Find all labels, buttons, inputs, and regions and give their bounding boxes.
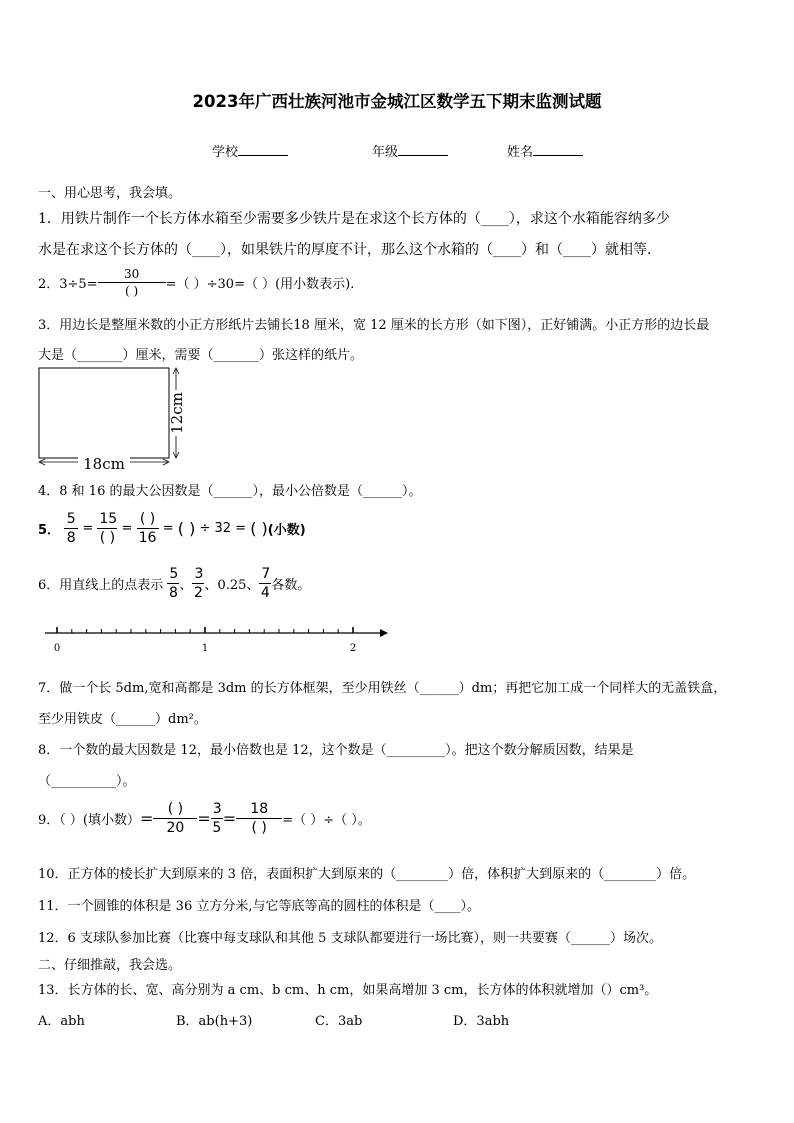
tick-label-0: 0 — [53, 643, 61, 654]
tick-label-1: 1 — [201, 643, 209, 654]
question-9 — [38, 802, 371, 835]
number-line — [40, 620, 390, 656]
q5-f1-num: 5 — [64, 512, 78, 529]
q5-fraction-3 — [137, 512, 159, 545]
q9-f2-den: 5 — [212, 820, 222, 836]
q5-tail-decimal: (小数) — [267, 523, 306, 538]
question-2 — [38, 268, 354, 297]
q5-eq-2: = — [121, 521, 133, 536]
q5-tail-div: ÷ 32 = — [199, 521, 247, 536]
q13-option-c[interactable]: C．3ab — [315, 1014, 363, 1029]
q6-mid: 、0.25、 — [204, 578, 260, 593]
question-12: 12．6 支球队参加比赛（比赛中每支球队和其他 5 支球队都要进行一场比赛），则一共要赛（______）场次。 — [38, 931, 662, 946]
q8-line1: 8．一个数的最大因数是 12，最小倍数也是 12，这个数是（_________）。把这个数分解质因数，结果是 — [38, 743, 634, 758]
name-blank[interactable] — [533, 143, 583, 156]
grade-blank[interactable] — [398, 143, 448, 156]
tick-label-2: 2 — [349, 643, 357, 654]
q2-suffix: =（ ）÷30=（ ）(用小数表示). — [165, 277, 355, 292]
q2-denominator: ( ) — [125, 284, 139, 298]
q5-fraction-2 — [97, 512, 117, 545]
name-label: 姓名 — [507, 145, 534, 160]
q7-line1: 7．做一个长 5dm,宽和高都是 3dm 的长方体框架，至少用铁丝（______）dm；再把它加工成一个同样大的无盖铁盒， — [38, 681, 727, 696]
q9-fraction-1 — [153, 802, 197, 835]
q6-f2-num: 3 — [194, 566, 204, 582]
section-2-heading: 二、仔细推敲，我会选。 — [38, 958, 182, 973]
school-blank[interactable] — [238, 143, 288, 156]
q1-line1: 1．用铁片制作一个长方体水箱至少需要多少铁片是在求这个长方体的（____），求这个水箱能容纳多少 — [38, 211, 670, 227]
q9-suffix: =（ ）÷（ ）。 — [282, 813, 371, 828]
q7-line2: 至少用铁皮（______）dm²。 — [38, 712, 207, 727]
q3-line2: 大是（_______）厘米，需要（_______）张这样的纸片。 — [38, 348, 364, 363]
q6-f2-den: 2 — [193, 585, 203, 601]
number-line-ticks — [57, 627, 353, 633]
q6-f3-den: 4 — [260, 585, 270, 601]
q13-option-d[interactable]: D．3abh — [453, 1014, 510, 1029]
q5-tail-paren-2: ( ) — [250, 519, 268, 538]
q5-f2-num: 15 — [99, 511, 118, 527]
question-6 — [38, 567, 310, 600]
q5-fraction-1 — [64, 512, 78, 545]
q5-tail-paren-1: ( ) — [177, 519, 196, 538]
q9-f1-num: ( ) — [153, 802, 197, 819]
q6-suffix: 各数。 — [271, 578, 311, 593]
rectangle-diagram — [30, 362, 200, 474]
width-label: 18cm — [83, 455, 125, 473]
question-4: 4．8 和 16 的最大公因数是（______），最小公倍数是（______）。 — [38, 484, 422, 499]
page-title: 2023年广西壮族河池市金城江区数学五下期末监测试题 — [192, 92, 602, 111]
q5-f3-den: 16 — [138, 530, 157, 546]
q6-fraction-3 — [259, 567, 271, 600]
q5-number: 5． — [38, 523, 61, 538]
q6-f1-num: 5 — [169, 566, 179, 582]
q5-f2-den: ( ) — [99, 530, 116, 546]
question-5 — [38, 512, 306, 545]
q9-f2-num: 3 — [212, 801, 222, 817]
q5-f3-num: ( ) — [137, 512, 159, 529]
q5-eq-1: = — [82, 521, 94, 536]
q9-f3-den: ( ) — [251, 820, 267, 836]
q6-sep: 、 — [179, 578, 193, 593]
q9-prefix: 9．（ ）(填小数） — [38, 813, 140, 828]
q13-option-b[interactable]: B．ab(h+3) — [176, 1014, 253, 1029]
q1-line2: 水是在求这个长方体的（____），如果铁片的厚度不计，那么这个水箱的（____）和（____）就相等. — [38, 242, 652, 258]
q9-fraction-2 — [211, 802, 223, 835]
q8-line2: （__________）。 — [38, 774, 136, 789]
q9-f1-den: 20 — [166, 820, 185, 836]
school-label: 学校 — [212, 145, 239, 160]
height-label: 12cm — [168, 392, 186, 434]
grade-field[interactable] — [372, 141, 448, 160]
q13-option-a[interactable]: A．abh — [38, 1014, 85, 1029]
q9-f3-num: 18 — [236, 802, 282, 819]
school-field[interactable] — [212, 141, 288, 160]
q2-numerator: 30 — [98, 268, 166, 283]
q13-stem: 13．长方体的长、宽、高分别为 a cm、b cm、h cm，如果高增加 3 cm，长方体的体积就增加（）cm³。 — [38, 983, 658, 998]
q6-fraction-2 — [192, 567, 204, 600]
section-1-heading: 一、用心思考，我会填。 — [38, 186, 182, 201]
grade-label: 年级 — [372, 145, 399, 160]
question-10: 10．正方体的棱长扩大到原来的 3 倍，表面积扩大到原来的（________）倍，体积扩大到原来的（________）倍。 — [38, 867, 696, 882]
q9-eq-3: = — [222, 809, 237, 828]
question-11: 11．一个圆锥的体积是 36 立方分米,与它等底等高的圆柱的体积是（____）。 — [38, 899, 480, 914]
q2-fraction — [98, 268, 166, 297]
q6-f3-num: 7 — [261, 566, 271, 582]
q5-eq-3: = — [162, 521, 174, 536]
name-field[interactable] — [507, 141, 583, 160]
q9-eq-2: = — [197, 809, 211, 828]
q5-f1-den: 8 — [66, 530, 76, 546]
q6-f1-den: 8 — [168, 585, 178, 601]
q9-fraction-3 — [236, 802, 282, 835]
q3-line1: 3．用边长是整厘米数的小正方形纸片去铺长18 厘米，宽 12 厘米的长方形（如下图），正好铺满。小正方形的边长最 — [38, 318, 710, 333]
q6-prefix: 6．用直线上的点表示 — [38, 578, 164, 593]
number-line-arrow — [380, 629, 388, 637]
q6-fraction-1 — [167, 567, 179, 600]
q2-prefix: 2．3÷5= — [38, 277, 98, 292]
q9-eq-1: = — [139, 809, 154, 828]
diagram-rectangle — [39, 368, 169, 458]
